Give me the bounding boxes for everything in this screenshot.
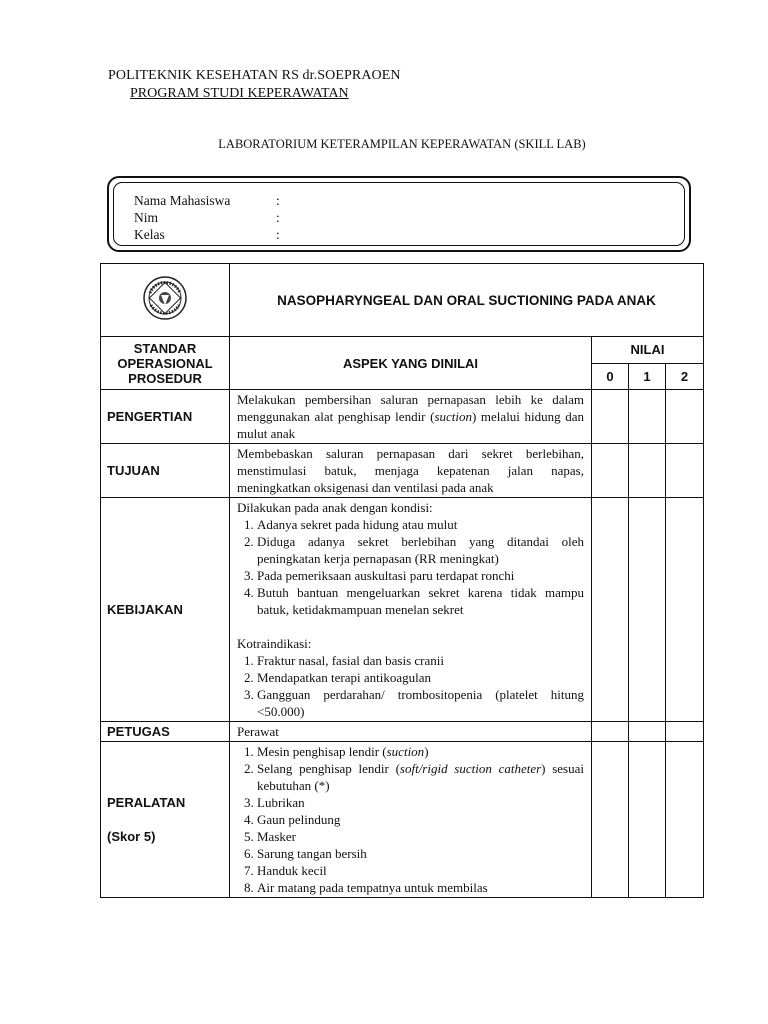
petugas-label: PETUGAS	[101, 722, 230, 742]
contraindication-title: Kotraindikasi:	[237, 636, 312, 651]
list-item: 1. Mesin penghisap lendir (suction)	[257, 743, 584, 760]
kebijakan-intro: Dilakukan pada anak dengan kondisi:	[237, 500, 433, 515]
list-item: 1. Fraktur nasal, fasial dan basis cranii	[257, 652, 584, 669]
score-1-header: 1	[629, 363, 666, 390]
kebijakan-score-0[interactable]	[592, 498, 629, 722]
list-item: 3. Lubrikan	[257, 794, 584, 811]
form-title: NASOPHARYNGEAL DAN ORAL SUCTIONING PADA ANAK	[230, 264, 704, 337]
tujuan-score-2[interactable]	[666, 444, 704, 498]
list-item: 2. Mendapatkan terapi antikoagulan	[257, 669, 584, 686]
pengertian-text-b: ) melalui hidung dan mulut anak	[237, 409, 584, 441]
peralatan-score-0[interactable]	[592, 742, 629, 898]
column-header-row-1	[101, 337, 704, 364]
petugas-row	[101, 722, 704, 742]
score-0-header: 0	[592, 363, 629, 390]
tujuan-score-1[interactable]	[629, 444, 666, 498]
program-name: PROGRAM STUDI KEPERAWATAN	[130, 86, 349, 101]
student-nim-label: Nim	[134, 210, 159, 225]
peralatan-label: PERALATAN	[107, 795, 186, 810]
list-item: 1. Adanya sekret pada hidung atau mulut	[257, 516, 584, 533]
student-nim-row	[134, 210, 280, 226]
student-name-row	[134, 193, 280, 209]
peralatan-score-1[interactable]	[629, 742, 666, 898]
tujuan-score-0[interactable]	[592, 444, 629, 498]
pengertian-score-0[interactable]	[592, 390, 629, 444]
col-sop-header: STANDAR OPERASIONAL PROSEDUR	[101, 337, 230, 390]
list-item: 3. Pada pemeriksaan auskultasi paru terdapat ronchi	[257, 567, 584, 584]
pengertian-row	[101, 390, 704, 444]
tujuan-text: Membebaskan saluran pernapasan dari sekret berlebihan, menstimulasi batuk, menjaga kepatenan jalan napas, meningkatkan oksigenasi dan ventilasi pada anak	[230, 444, 592, 498]
pengertian-score-1[interactable]	[629, 390, 666, 444]
list-item: 7. Handuk kecil	[257, 862, 584, 879]
list-item: 4. Gaun pelindung	[257, 811, 584, 828]
kebijakan-score-2[interactable]	[666, 498, 704, 722]
col-score-header: NILAI	[592, 337, 704, 364]
pengertian-text	[230, 390, 592, 444]
list-item: 5. Masker	[257, 828, 584, 845]
student-class-colon: :	[276, 227, 280, 242]
kebijakan-label: KEBIJAKAN	[101, 498, 230, 722]
kebijakan-row	[101, 498, 704, 722]
student-identity-box	[107, 176, 691, 252]
kebijakan-list	[237, 516, 584, 618]
institution-seal-icon	[142, 275, 188, 321]
list-item: 8. Air matang pada tempatnya untuk membilas	[257, 879, 584, 896]
student-name-colon: :	[276, 193, 280, 208]
pengertian-text-a: Melakukan pembersihan saluran pernapasan lebih ke dalam menggunakan alat penghisap lendir (	[237, 392, 584, 424]
peralatan-row	[101, 742, 704, 898]
student-nim-colon: :	[276, 210, 280, 225]
institution-name: POLITEKNIK KESEHATAN RS dr.SOEPRAOEN	[108, 68, 401, 83]
lab-title: LABORATORIUM KETERAMPILAN KEPERAWATAN (SKILL LAB)	[218, 137, 586, 151]
petugas-text: Perawat	[230, 722, 592, 742]
peralatan-label-cell	[101, 742, 230, 898]
sop-table	[100, 263, 704, 898]
list-item: 6. Sarung tangan bersih	[257, 845, 584, 862]
pengertian-text-italic: suction	[434, 409, 472, 424]
pengertian-score-2[interactable]	[666, 390, 704, 444]
petugas-score-1[interactable]	[629, 722, 666, 742]
tujuan-label: TUJUAN	[101, 444, 230, 498]
score-2-header: 2	[666, 363, 704, 390]
title-row	[101, 264, 704, 337]
student-class-row	[134, 227, 280, 243]
kebijakan-score-1[interactable]	[629, 498, 666, 722]
petugas-score-0[interactable]	[592, 722, 629, 742]
pengertian-label: PENGERTIAN	[101, 390, 230, 444]
peralatan-score-2[interactable]	[666, 742, 704, 898]
peralatan-score-label: (Skor 5)	[107, 829, 156, 844]
list-item: 2. Diduga adanya sekret berlebihan yang ditandai oleh peningkatan kerja pernapasan (RR meningkat)	[257, 533, 584, 567]
list-item: 4. Butuh bantuan mengeluarkan sekret karena tidak mampu batuk, ketidakmampuan menelan sekret	[257, 584, 584, 618]
list-item: 3. Gangguan perdarahan/ trombositopenia (platelet hitung <50.000)	[257, 686, 584, 720]
kebijakan-text	[230, 498, 592, 722]
student-name-label: Nama Mahasiswa	[134, 193, 231, 208]
contraindication-list	[237, 652, 584, 720]
student-class-label: Kelas	[134, 227, 165, 242]
peralatan-text	[230, 742, 592, 898]
peralatan-list	[237, 743, 584, 896]
list-item: 2. Selang penghisap lendir (soft/rigid suction catheter) sesuai kebutuhan (*)	[257, 760, 584, 794]
col-aspect-header: ASPEK YANG DINILAI	[230, 337, 592, 390]
tujuan-row	[101, 444, 704, 498]
petugas-score-2[interactable]	[666, 722, 704, 742]
logo-cell	[101, 264, 230, 337]
